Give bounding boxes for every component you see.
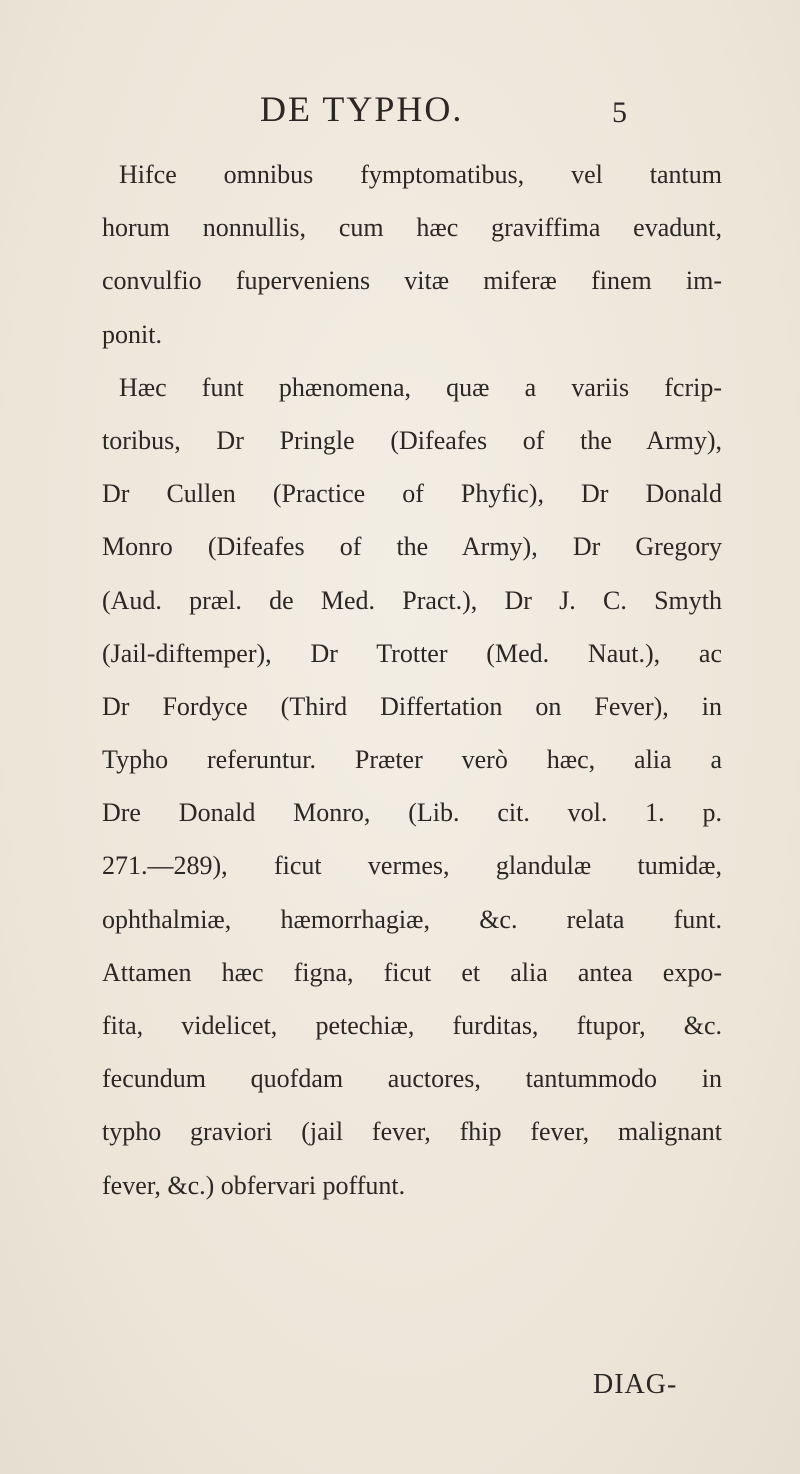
text-line: horum nonnullis, cum hæc graviffima evadunt, [102, 213, 722, 243]
text-line: fever, &c.) obfervari poffunt. [102, 1170, 406, 1200]
text-line: 271.—289), ficut vermes, glandulæ tumidæ, [102, 851, 722, 881]
text-line: Typho referuntur. Præter verò hæc, alia a [102, 745, 722, 775]
text-line: Monro (Difeafes of the Army), Dr Gregory [102, 532, 722, 562]
body-text [102, 148, 722, 1212]
running-title: DE TYPHO. [260, 89, 464, 129]
text-line: convulfio fuperveniens vitæ miferæ finem im- [102, 266, 722, 296]
text-line: ponit. [102, 319, 162, 349]
page-number: 5 [612, 96, 627, 129]
running-head [0, 84, 800, 134]
text-line: Attamen hæc figna, ficut et alia antea expo- [102, 957, 722, 987]
text-line: Hifce omnibus fymptomatibus, vel tantum [119, 160, 722, 189]
text-line: fita, videlicet, petechiæ, furditas, ftupor, &c. [102, 1011, 722, 1040]
text-line: toribus, Dr Pringle (Difeafes of the Army), [102, 425, 722, 455]
text-line: fecundum quofdam auctores, tantummodo in [102, 1064, 722, 1094]
text-line: ophthalmiæ, hæmorrhagiæ, &c. relata funt. [102, 904, 722, 934]
text-line: typho graviori (jail fever, fhip fever, malignant [102, 1117, 722, 1147]
text-line: Dre Donald Monro, (Lib. cit. vol. 1. p. [102, 798, 722, 828]
text-line: (Jail-diftemper), Dr Trotter (Med. Naut.), ac [102, 638, 722, 668]
text-line: Dr Fordyce (Third Differtation on Fever), in [102, 691, 722, 721]
text-line: Hæc funt phænomena, quæ a variis fcrip- [119, 372, 722, 402]
text-line: (Aud. præl. de Med. Pract.), Dr J. C. Smyth [102, 585, 722, 615]
catchword: DIAG- [593, 1369, 678, 1400]
text-line: Dr Cullen (Practice of Phyfic), Dr Donald [102, 479, 722, 509]
